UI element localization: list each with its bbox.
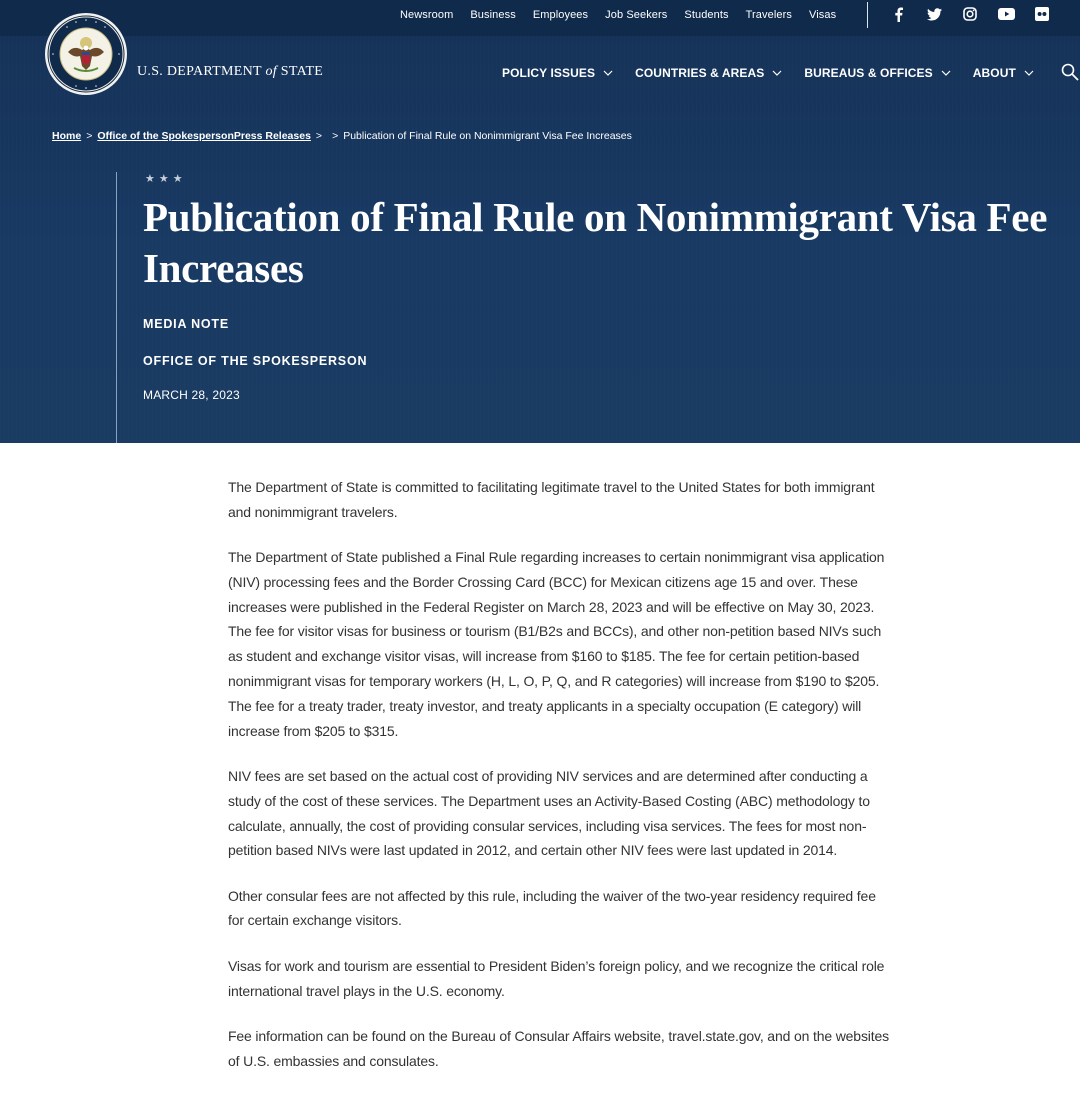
main-nav xyxy=(502,66,1056,80)
breadcrumb-separator: > xyxy=(315,130,323,142)
brand-prefix: U.S. DEPARTMENT xyxy=(137,64,262,79)
utility-link-employees[interactable]: Employees xyxy=(532,9,589,21)
article-paragraph: The Department of State published a Final Rule regarding increases to certain nonimmigrant visa application (NIV) processing fees and the Border Crossing Card (BCC) for Mexican citizens age 15 and over. These increases were published in the Federal Register on March 28, 2023 and will be effective on May 30, 2023. The fee for visitor visas for business or tourism (B1/B2s and BCCs), and other non-petition based NIVs such as student and exchange visitor visas, will increase from $160 to $185. The fee for certain petition-based nonimmigrant visas for temporary workers (H, L, O, P, Q, and R categories) will increase from $190 to $205. The fee for a treaty trader, treaty investor, and treaty applicants in a specialty occupation (E category) will increase from $205 to $315. xyxy=(228,549,885,739)
social-links xyxy=(880,5,1060,23)
nav-label: COUNTRIES & AREAS xyxy=(635,66,765,80)
nav-countries-areas[interactable] xyxy=(635,66,782,80)
youtube-icon[interactable] xyxy=(988,5,1024,23)
utility-link-newsroom[interactable]: Newsroom xyxy=(400,9,454,21)
facebook-icon[interactable] xyxy=(880,5,916,23)
utility-link-travelers[interactable]: Travelers xyxy=(745,9,792,21)
utility-link-job-seekers[interactable]: Job Seekers xyxy=(605,9,668,21)
publish-date: MARCH 28, 2023 xyxy=(143,388,240,402)
chevron-down-icon xyxy=(941,70,951,76)
utility-link-students[interactable]: Students xyxy=(684,9,729,21)
content-type-label: MEDIA NOTE xyxy=(143,317,230,331)
nav-label: ABOUT xyxy=(972,66,1016,80)
nav-policy-issues[interactable] xyxy=(502,66,613,80)
breadcrumb-section[interactable]: Office of the SpokespersonPress Releases xyxy=(97,130,311,142)
office-label: OFFICE OF THE SPOKESPERSON xyxy=(143,354,368,368)
chevron-down-icon xyxy=(1024,70,1034,76)
chevron-down-icon xyxy=(603,70,613,76)
hero-banner xyxy=(0,0,1080,443)
utility-nav xyxy=(400,8,853,26)
utility-link-business[interactable]: Business xyxy=(470,9,516,21)
twitter-icon[interactable] xyxy=(916,5,952,23)
article-body xyxy=(228,475,893,1094)
nav-bureaus-offices[interactable] xyxy=(804,66,950,80)
instagram-icon[interactable] xyxy=(952,5,988,23)
department-seal-logo[interactable] xyxy=(44,12,128,96)
breadcrumb-separator: > xyxy=(332,130,339,142)
nav-label: POLICY ISSUES xyxy=(502,66,596,80)
utility-bar xyxy=(0,0,1080,36)
nav-label: BUREAUS & OFFICES xyxy=(804,66,933,80)
nav-about[interactable] xyxy=(973,66,1034,80)
article-paragraph: Visas for work and tourism are essential to President Biden’s foreign policy, and we recognize the critical role international travel plays in the U.S. economy. xyxy=(228,957,885,999)
topbar-divider xyxy=(867,2,868,28)
site-brand[interactable] xyxy=(137,64,323,80)
article-paragraph: Fee information can be found on the Bureau of Consular Affairs website, travel.state.gov, and on the websites of U.S. embassies and consulates. xyxy=(228,1027,889,1069)
flickr-icon[interactable] xyxy=(1024,5,1060,23)
breadcrumb-home[interactable]: Home xyxy=(52,130,82,142)
hero-accent-line xyxy=(116,172,117,443)
article-paragraph: The Department of State is committed to facilitating legitimate travel to the United States for both immigrant and nonimmigrant travelers. xyxy=(228,479,875,520)
search-icon[interactable] xyxy=(1060,62,1080,82)
breadcrumb-current: Publication of Final Rule on Nonimmigrant Visa Fee Increases xyxy=(343,130,632,142)
breadcrumb-separator: > xyxy=(86,130,93,142)
breadcrumb xyxy=(52,130,632,142)
utility-link-visas[interactable]: Visas xyxy=(808,9,837,21)
article-paragraph: NIV fees are set based on the actual cost of providing NIV services and are determined after conducting a study of the cost of these services. The Department uses an Activity-Based Costing (ABC) methodology to calculate, annually, the cost of providing consular services, including visa services. The fees for most non-petition based NIVs were last updated in 2012, and certain other NIV fees were last updated in 2014. xyxy=(228,767,870,859)
brand-of: of xyxy=(265,64,277,79)
page-title: Publication of Final Rule on Nonimmigrant Visa Fee Increases xyxy=(143,194,1048,291)
chevron-down-icon xyxy=(772,70,782,76)
stars-ornament: ★★★ xyxy=(145,173,187,185)
article-paragraph: Other consular fees are not affected by this rule, including the waiver of the two-year residency required fee for certain exchange visitors. xyxy=(228,887,876,929)
brand-suffix: STATE xyxy=(280,64,324,79)
